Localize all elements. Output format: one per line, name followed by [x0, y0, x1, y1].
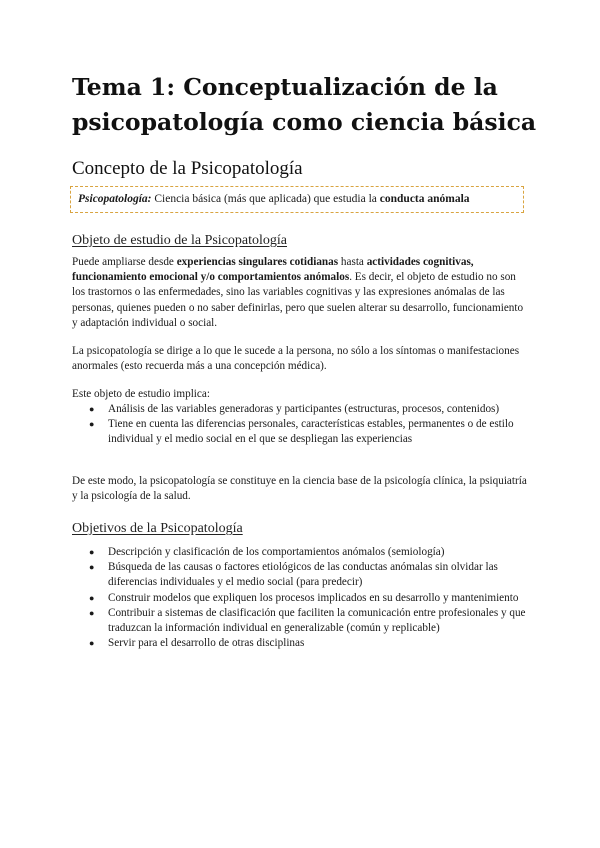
bullet-icon: ●	[89, 404, 95, 414]
bullet-icon: ●	[89, 607, 95, 618]
list-item	[72, 402, 530, 417]
definition-box	[70, 186, 524, 213]
definition-text: Ciencia básica (más que aplicada) que estudia la	[151, 193, 380, 205]
paragraph-bold: experiencias singulares cotidianas	[176, 256, 339, 268]
list-item-text: Tiene en cuenta las diferencias personales, características estables, permanentes o de estilo individual y el medio social en el que se despliegan las experiencias	[108, 418, 514, 446]
objectives-heading: Objetivos de la Psicopatología	[72, 521, 243, 536]
bullet-icon: ●	[89, 638, 95, 649]
concept-heading: Concepto de la Psicopatología	[72, 158, 303, 179]
bullet-icon: ●	[89, 547, 95, 557]
objectives-list	[72, 545, 530, 651]
list-item-text: Construir modelos que expliquen los procesos implicados en su desarrollo y mantenimiento	[108, 591, 519, 604]
page-title: Tema 1: Conceptualización de la psicopatología como ciencia básica	[72, 73, 537, 136]
list-item	[72, 417, 530, 447]
bullet-icon: ●	[89, 592, 95, 603]
object-paragraph-2: La psicopatología se dirige a lo que le sucede a la persona, no sólo a los síntomas o manifestaciones anormales (esto recuerda más a una concepción médica).	[72, 345, 520, 373]
list-item	[72, 560, 530, 590]
paragraph-bold: actividades cognitivas, funcionamiento emocional y/o comportamientos anómalos	[72, 256, 474, 284]
paragraph-text: hasta	[338, 256, 367, 268]
list-item	[72, 606, 530, 636]
definition-term: Psicopatología:	[78, 193, 152, 205]
object-paragraph-4: De este modo, la psicopatología se constituye en la ciencia base de la psicología clínica, la psiquiatría y la psicología de la salud.	[72, 475, 527, 503]
object-heading: Objeto de estudio de la Psicopatología	[72, 233, 288, 248]
list-item-text: Búsqueda de las causas o factores etiológicos de las conductas anómalas sin olvidar las diferencias individuales y el medio social (para predecir)	[108, 561, 498, 589]
paragraph-text: . Es decir, el objeto de estudio no son los trastornos o las enfermedades, sino las variables cognitivas y las expresiones anómalas de las personas, quienes pueden o no saber definirlas, pero que suelen alterar su desarrollo, funcionamiento y adaptación individual o social.	[72, 271, 524, 329]
bullet-icon: ●	[89, 562, 95, 573]
list-item	[72, 591, 530, 606]
list-item	[72, 636, 530, 651]
list-item-text: Análisis de las variables generadoras y participantes (estructuras, procesos, contenidos)	[108, 403, 500, 415]
list-item-text: Servir para el desarrollo de otras disciplinas	[108, 637, 305, 650]
paragraph-text: Puede ampliarse desde	[72, 256, 177, 268]
list-item-text: Descripción y clasificación de los comportamientos anómalos (semiología)	[108, 546, 445, 558]
object-paragraph-3: Este objeto de estudio implica:	[72, 388, 210, 400]
bullet-icon: ●	[89, 419, 95, 430]
definition-strong: conducta anómala	[379, 193, 470, 205]
list-item	[72, 545, 530, 560]
object-paragraph-1	[72, 255, 530, 331]
list-item-text: Contribuir a sistemas de clasificación que faciliten la comunicación entre profesionales y que traduzcan la información individual en generalizable (común y replicable)	[108, 606, 526, 635]
object-list	[72, 402, 530, 448]
